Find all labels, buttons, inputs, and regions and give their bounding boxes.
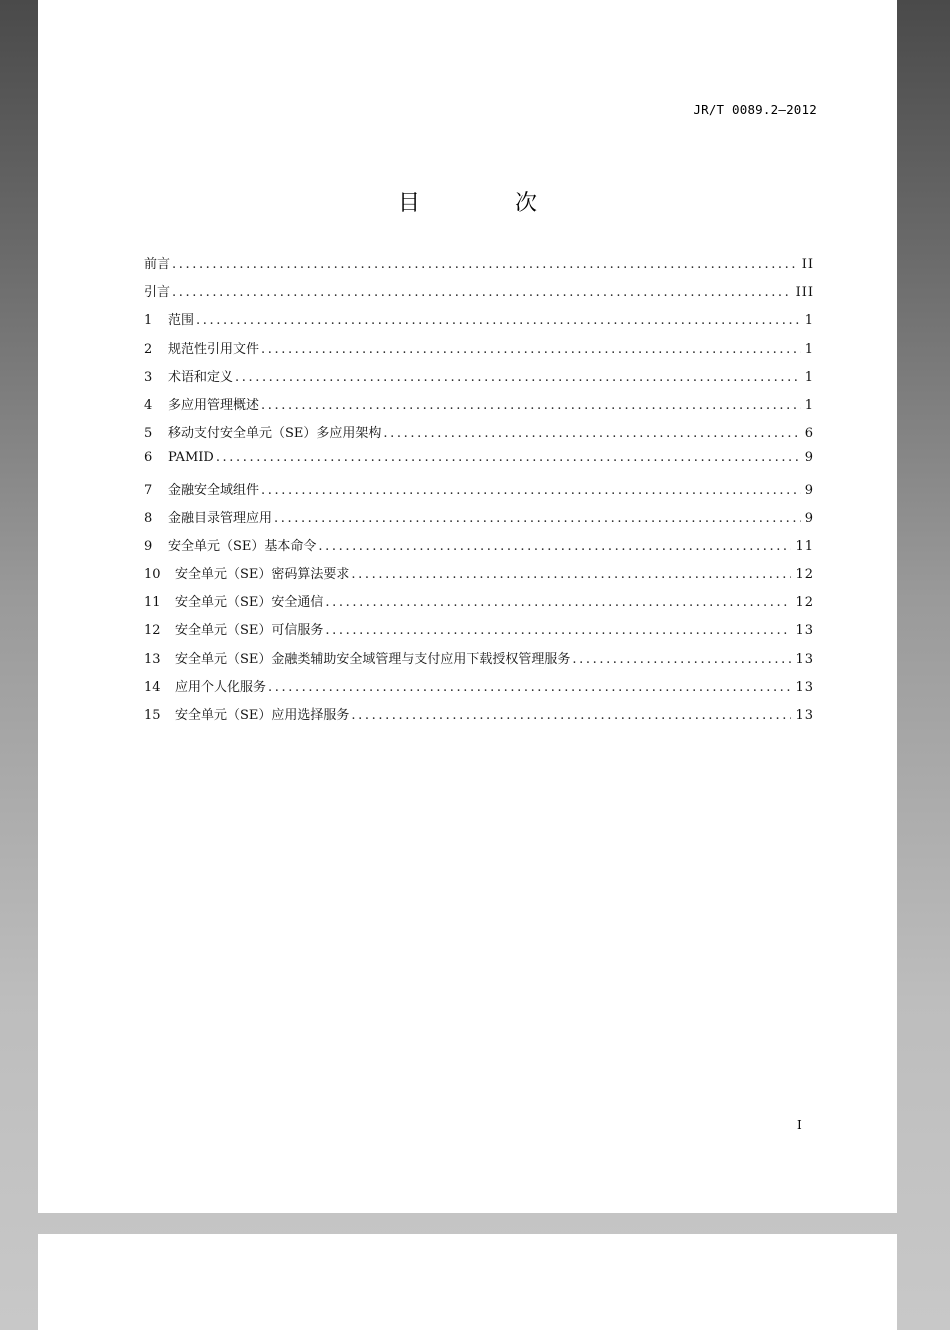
toc-entry-number: 5 — [144, 426, 153, 442]
toc-entry[interactable] — [144, 281, 814, 309]
toc-entry-number: 2 — [144, 341, 153, 357]
toc-entry-number: 14 — [144, 679, 161, 695]
toc-leader-dots — [261, 398, 801, 413]
toc-entry-number: 4 — [144, 397, 153, 413]
toc-entry-label: 多应用管理概述 — [168, 397, 260, 413]
toc-entry-label: 金融目录管理应用 — [168, 510, 273, 526]
toc-entry-page: 12 — [795, 567, 814, 583]
toc-entry-label: 安全单元（SE）安全通信 — [175, 595, 324, 611]
toc-entry-page: 6 — [804, 426, 814, 442]
toc-leader-dots — [383, 426, 800, 441]
document-code: JR/T 0089.2—2012 — [693, 102, 817, 117]
toc-entry-page: 9 — [804, 510, 814, 526]
toc-entry-label: 安全单元（SE）金融类辅助安全域管理与支付应用下载授权管理服务 — [175, 651, 571, 667]
toc-entry-label: PAMID — [168, 450, 214, 466]
toc-entry-label: 安全单元（SE）基本命令 — [168, 538, 317, 554]
toc-entry-label: 金融安全域组件 — [168, 482, 260, 498]
toc-entry-page: 12 — [795, 595, 814, 611]
toc-entry-number: 15 — [144, 708, 161, 723]
toc-entry[interactable] — [144, 450, 814, 478]
toc-leader-dots — [274, 511, 801, 526]
toc-entry[interactable] — [144, 253, 814, 281]
toc-entry[interactable] — [144, 676, 814, 704]
toc-entry-page: 1 — [804, 313, 814, 329]
toc-entry[interactable] — [144, 535, 814, 563]
toc-entry-label: 移动支付安全单元（SE）多应用架构 — [168, 426, 382, 442]
toc-entry-number: 13 — [144, 651, 161, 667]
toc-entry-number: 7 — [144, 482, 153, 498]
toc-entry-label: 应用个人化服务 — [175, 679, 267, 695]
toc-list — [144, 253, 814, 732]
toc-entry-page: 11 — [795, 538, 814, 554]
toc-entry[interactable] — [144, 591, 814, 619]
toc-leader-dots — [261, 483, 801, 498]
next-document-page — [38, 1234, 897, 1330]
toc-leader-dots — [235, 370, 801, 385]
toc-entry-number: 1 — [144, 313, 153, 329]
toc-entry-page: III — [795, 285, 814, 301]
toc-entry-number: 11 — [144, 595, 161, 611]
toc-entry-number: 3 — [144, 369, 153, 385]
toc-entry[interactable] — [144, 479, 814, 507]
toc-entry-label: 范围 — [168, 313, 195, 329]
toc-leader-dots — [172, 257, 798, 272]
toc-leader-dots — [325, 623, 791, 638]
toc-leader-dots — [351, 567, 791, 582]
toc-leader-dots — [196, 313, 801, 328]
toc-entry[interactable] — [144, 563, 814, 591]
toc-entry[interactable] — [144, 648, 814, 676]
toc-entry-page: 13 — [795, 679, 814, 695]
toc-entry[interactable] — [144, 704, 814, 732]
toc-entry-number: 10 — [144, 567, 161, 583]
toc-entry-label: 安全单元（SE）密码算法要求 — [175, 567, 350, 583]
toc-entry-page: 13 — [795, 651, 814, 667]
toc-entry[interactable] — [144, 422, 814, 450]
toc-leader-dots — [572, 652, 791, 667]
toc-entry-label: 安全单元（SE）可信服务 — [175, 623, 324, 639]
toc-entry-number: 9 — [144, 538, 153, 554]
document-page — [38, 0, 897, 1213]
toc-title: 目 次 — [398, 191, 581, 216]
toc-entry-page: 1 — [804, 341, 814, 357]
toc-leader-dots — [172, 285, 792, 300]
toc-entry-page: 13 — [795, 708, 814, 723]
toc-entry-page: 1 — [804, 369, 814, 385]
toc-entry-label: 术语和定义 — [168, 369, 234, 385]
toc-entry[interactable] — [144, 394, 814, 422]
toc-entry-page: 13 — [795, 623, 814, 639]
toc-leader-dots — [216, 450, 801, 465]
toc-entry-number: 12 — [144, 623, 161, 639]
toc-leader-dots — [261, 342, 801, 357]
toc-entry-page: 9 — [804, 482, 814, 498]
toc-entry[interactable] — [144, 309, 814, 337]
toc-leader-dots — [351, 708, 791, 723]
toc-entry-page: 9 — [804, 450, 814, 466]
toc-entry[interactable] — [144, 338, 814, 366]
toc-leader-dots — [318, 539, 791, 554]
toc-entry-page: II — [801, 257, 814, 272]
toc-entry[interactable] — [144, 507, 814, 535]
toc-entry-label: 规范性引用文件 — [168, 341, 260, 357]
toc-entry-number: 8 — [144, 510, 153, 526]
toc-entry-label: 安全单元（SE）应用选择服务 — [175, 708, 350, 723]
toc-entry[interactable] — [144, 366, 814, 394]
page-number: I — [797, 1118, 802, 1132]
toc-entry-label: 引言 — [144, 285, 171, 301]
toc-entry-number: 6 — [144, 450, 153, 466]
toc-entry[interactable] — [144, 619, 814, 647]
toc-leader-dots — [325, 595, 791, 610]
toc-entry-page: 1 — [804, 397, 814, 413]
toc-entry-label: 前言 — [144, 257, 171, 272]
toc-leader-dots — [268, 680, 791, 695]
